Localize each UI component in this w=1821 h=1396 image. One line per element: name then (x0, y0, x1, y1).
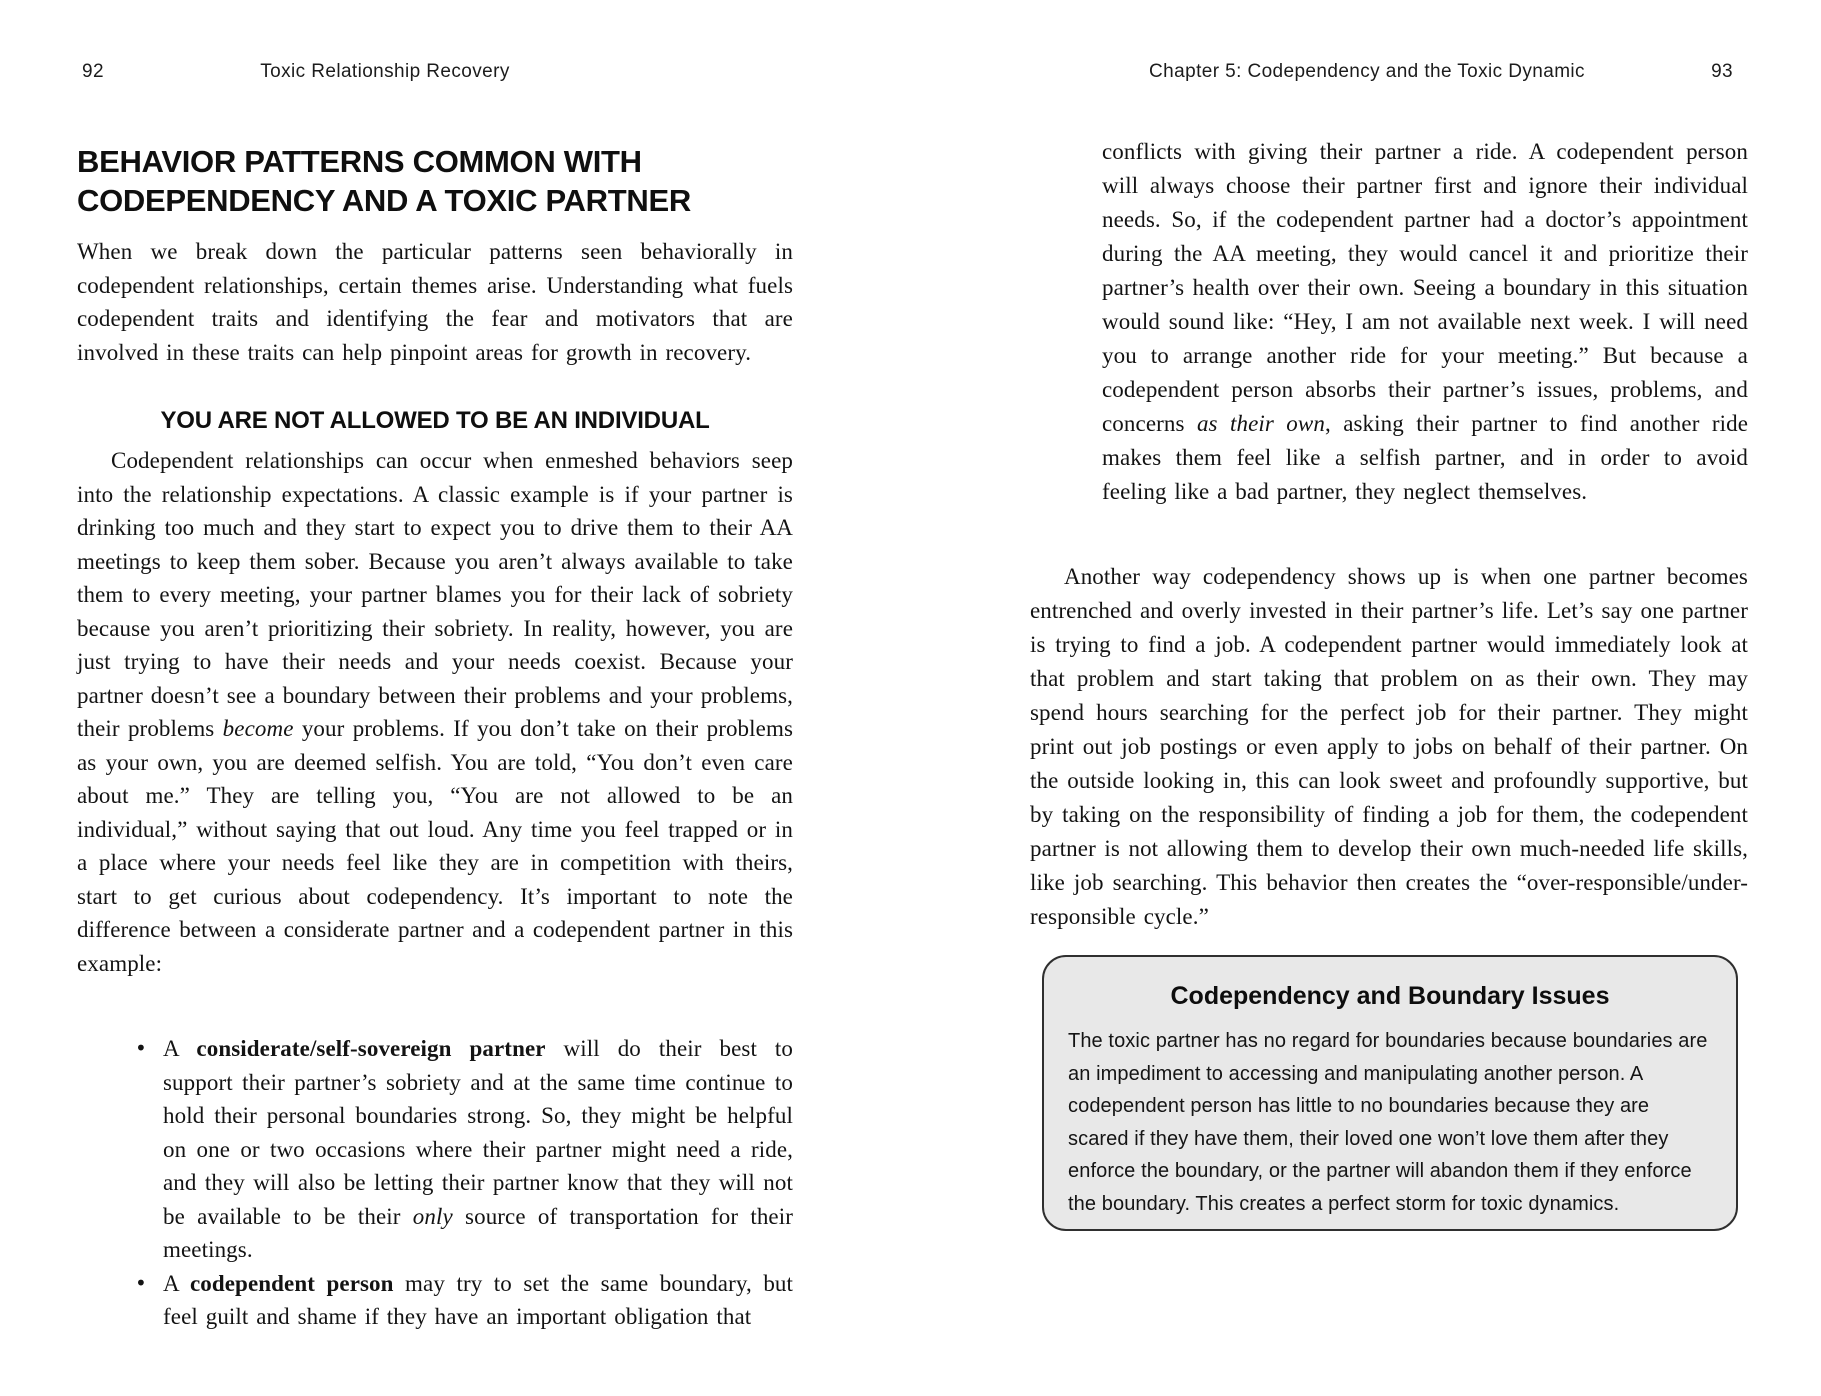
list-item-codependent-person (77, 1267, 793, 1334)
running-head-chapter-title: Chapter 5: Codependency and the Toxic Dynamic (1149, 61, 1585, 82)
running-header-right (1030, 58, 1748, 86)
running-header-left (77, 58, 793, 86)
page-number-right: 93 (1711, 61, 1733, 82)
list-item-text: A considerate/self-sovereign partner will do their best to support their partner’s sobriety and at the same time continue to hold their personal boundaries strong. So, they might be helpful on one or two occasions where their partner might need a ride, and they will also be letting their partner know that they will not be available to be their only source of transportation for their meetings. (163, 1036, 793, 1262)
intro-paragraph: When we break down the particular patterns seen behaviorally in codependent relationships, certain themes arise. Understanding what fuels codependent traits and identifying the fear and motivators that are involved in these traits can help pinpoint areas for growth in recovery. (77, 239, 793, 365)
continuation-paragraph: conflicts with giving their partner a ride. A codependent person will always choose their partner first and ignore their individual needs. So, if the codependent partner had a doctor’s appointment during the AA meeting, they would cancel it and prioritize their partner’s health over their own. Seeing a boundary in this situation would sound like: “Hey, I am not available next week. I will need you to arrange another ride for your meeting.” But because a codependent person absorbs their partner’s issues, problems, and concerns as their own, asking their partner to find another ride makes them feel like a selfish partner, and in order to avoid feeling like a bad partner, they neglect themselves. (1102, 139, 1749, 504)
page-right (1030, 0, 1748, 1396)
list-item-text: A codependent person may try to set the same boundary, but feel guilt and shame if they have an important obligation that (163, 1270, 794, 1329)
list-item-considerate-partner (77, 1032, 793, 1267)
section-heading: BEHAVIOR PATTERNS COMMON WITH CODEPENDENCY AND A TOXIC PARTNER (77, 144, 691, 218)
callout-box (1042, 955, 1738, 1231)
page-left (77, 0, 793, 1396)
bullet-icon: • (135, 1036, 147, 1060)
bullet-icon: • (135, 1270, 147, 1295)
body-paragraph: Another way codependency shows up is when one partner becomes entrenched and overly invested in their partner’s life. Let’s say one partner is trying to find a job. A codependent partner would immediately look at that problem and start taking that problem on as their own. They may spend hours searching for the perfect job for their partner. They might print out job postings or even apply to jobs on behalf of their partner. On the outside looking in, this can look sweet and profoundly supportive, but by taking on the responsibility of finding a job for them, the codependent partner is not allowing them to develop their own much-needed life skills, like job searching. This behavior then creates the “over-responsible/under-responsible cycle.” (1030, 564, 1748, 929)
callout-body: The toxic partner has no regard for boundaries because boundaries are an impediment to accessing and manipulating another person. A codependent person has little to no boundaries because they are scared if they have them, their loved one won’t love them after they enforce the boundary, or the partner will abandon them if they enforce the boundary. This creates a perfect storm for toxic dynamics. (1068, 1030, 1708, 1215)
callout-title: Codependency and Boundary Issues (1170, 982, 1610, 1010)
subsection-heading: YOU ARE NOT ALLOWED TO BE AN INDIVIDUAL (160, 407, 710, 434)
running-head-book-title: Toxic Relationship Recovery (260, 61, 510, 82)
bullet-list (77, 1032, 793, 1334)
body-paragraph: Codependent relationships can occur when enmeshed behaviors seep into the relationship expectations. A classic example is if your partner is drinking too much and they start to expect you to drive them to their AA meetings to keep them sober. Because you aren’t always available to take them to every meeting, your partner blames you for their lack of sobriety because you aren’t prioritizing their sobriety. In reality, however, you are just trying to have their needs and your needs coexist. Because your partner doesn’t see a boundary between their problems and your problems, their problems become your problems. If you don’t take on their problems as your own, you are deemed selfish. You are told, “You don’t even care about me.” They are telling you, “You are not allowed to be an individual,” without saying that out loud. Any time you feel trapped or in a place where your needs feel like they are in competition with theirs, start to get curious about codependency. It’s important to note the difference between a considerate partner and a codependent partner in this example: (77, 448, 793, 976)
page-number-left: 92 (82, 61, 104, 82)
